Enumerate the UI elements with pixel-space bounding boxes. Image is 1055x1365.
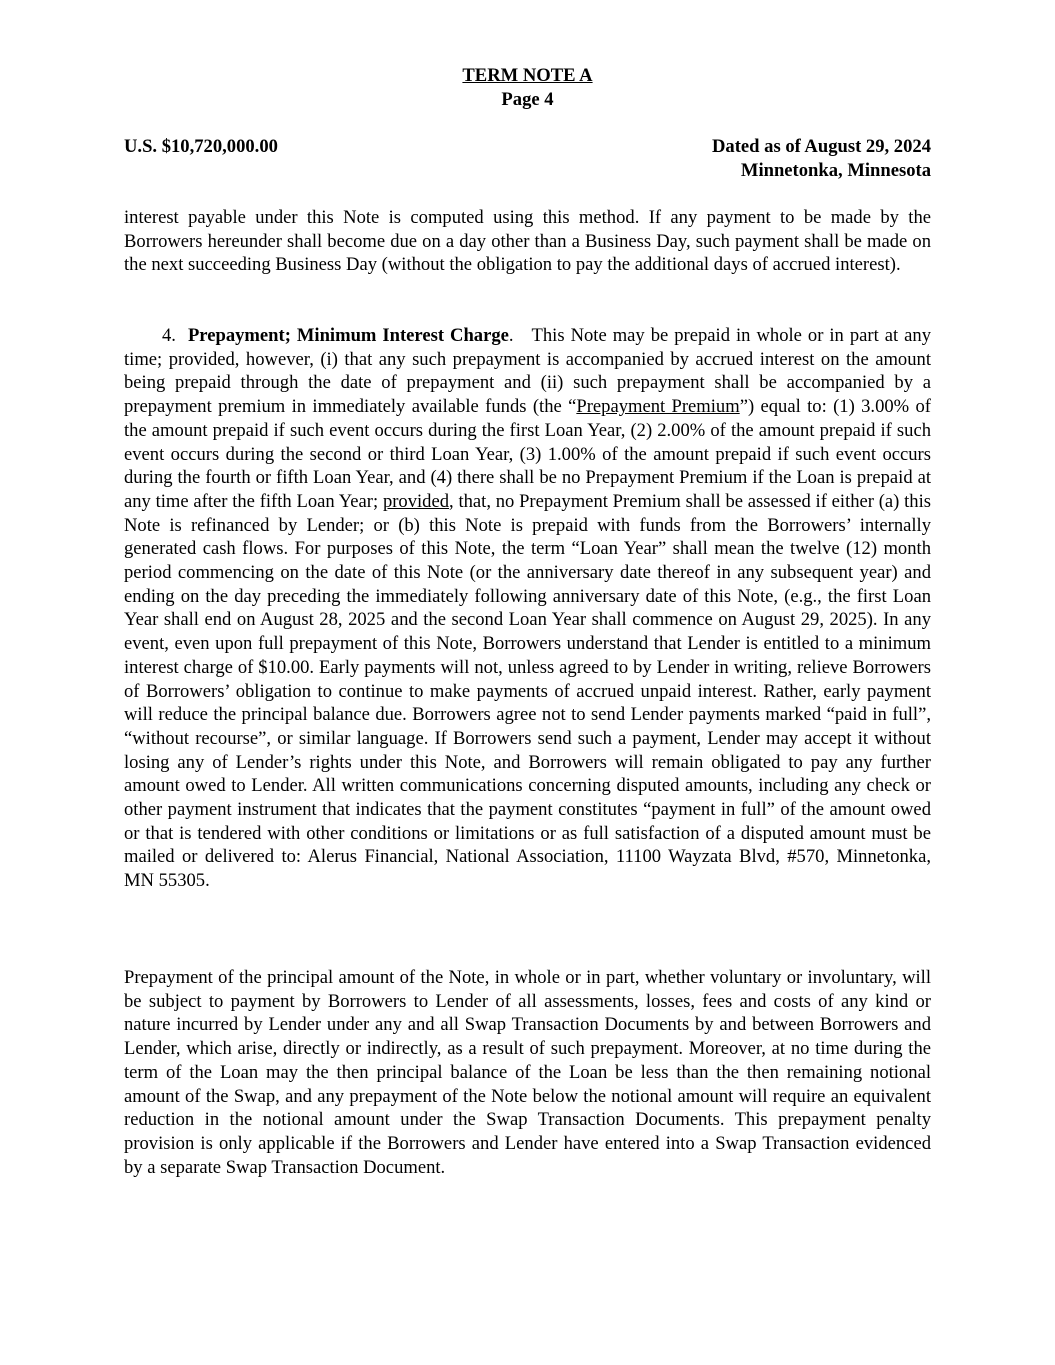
paragraph-interest-continuation: interest payable under this Note is computed using this method. If any payment to be made by the Borrowers hereunder shall become due on a day other than a Business Day, such payment shall be made on the next succeeding Business Day (without the obligation to pay the additional days of accrued interest). <box>124 207 931 276</box>
paragraph-prepayment <box>124 324 931 893</box>
page-number: Page 4 <box>501 89 554 110</box>
prepayment-text-a: This Note may be prepaid in whole or in part at any time; provided, however, (i) that any such prepayment is accompanied by accrued interest on the amount being prepaid through the date of prepayment and (ii) such prepayment shall be accompanied by a prepayment premium in immediately available funds (the “ <box>124 325 931 418</box>
section-number: 4. <box>162 325 176 346</box>
document-title: TERM NOTE A <box>462 65 593 86</box>
paragraph-swap-prepayment: Prepayment of the principal amount of the Note, in whole or in part, whether voluntary or involuntary, will be subject to payment by Borrowers to Lender of all assessments, losses, fees and costs of any kind or nature incurred by Lender under any and all Swap Transaction Documents by and between Borrowers and Lender, which arise, directly or indirectly, as a result of such prepayment. Moreover, at no time during the term of the Loan may the then principal balance of the Loan be less than the then remaining notional amount of the Swap, and any prepayment of the Note below the notional amount will require an equivalent reduction in the notional amount under the Swap Transaction Documents. This prepayment penalty provision is only applicable if the Borrowers and Lender have entered into a Swap Transaction evidenced by a separate Swap Transaction Document. <box>124 967 931 1178</box>
prepayment-text-b: ”) equal to: (1) 3.00% of the amount prepaid if such event occurs during the first Loan Year, (2) 2.00% of the amount prepaid if such event occurs during the second or third Loan Year, (3) 1.00% of the amount prepaid if such event occurs during the fourth or fifth Loan Year, and (4) there shall be no Prepayment Premium if the Loan is prepaid at any time after the fifth Loan Year; <box>124 396 932 512</box>
section-heading: Prepayment; Minimum Interest Charge <box>187 325 509 346</box>
prepayment-text-c: , that, no Prepayment Premium shall be assessed if either (a) this Note is refinanced by Lender; or (b) this Note is prepaid with funds from the Borrowers’ internally generated cash flows. For purposes of this Note, the term “Loan Year” shall mean the twelve (12) month period commencing on the date of this Note (or the anniversary date thereof in any subsequent year) and ending on the day preceding the immediately following anniversary date of this Note, (e.g., the first Loan Year shall end on August 28, 2025 and the second Loan Year shall commence on August 29, 2025). In any event, even upon full prepayment of this Note, Borrowers understand that Lender is entitled to a minimum interest charge of $10.00. Early payments will not, unless agreed to by Lender in writing, relieve Borrowers of Borrowers’ obligation to continue to make payments of accrued unpaid interest. Rather, early payment will reduce the principal balance due. Borrowers agree not to send Lender payments marked “paid in full”, “without recourse”, or similar language. If Borrowers send such a payment, Lender may accept it without losing any of Lender’s rights under this Note, and Borrowers will remain obligated to pay any further amount owed to Lender. All written communications concerning disputed amounts, including any check or other payment instrument that indicates that the payment constitutes “payment in full” of the amount owed or that is tendered with other conditions or limitations or as full satisfaction of a disputed amount must be mailed or delivered to: Alerus Financial, National Association, 11100 Wayzata Blvd, #570, Minnetonka, MN 55305. <box>124 490 931 892</box>
document-title-block <box>124 64 931 112</box>
proviso-term: provided <box>382 490 450 512</box>
note-amount: U.S. $10,720,000.00 <box>124 136 278 157</box>
note-date: Dated as of August 29, 2024 <box>711 136 931 157</box>
defined-term-prepayment-premium: Prepayment Premium <box>576 396 740 418</box>
note-location: Minnetonka, Minnesota <box>740 160 931 181</box>
section-heading-period: . <box>508 325 514 346</box>
note-date-location <box>712 135 931 183</box>
